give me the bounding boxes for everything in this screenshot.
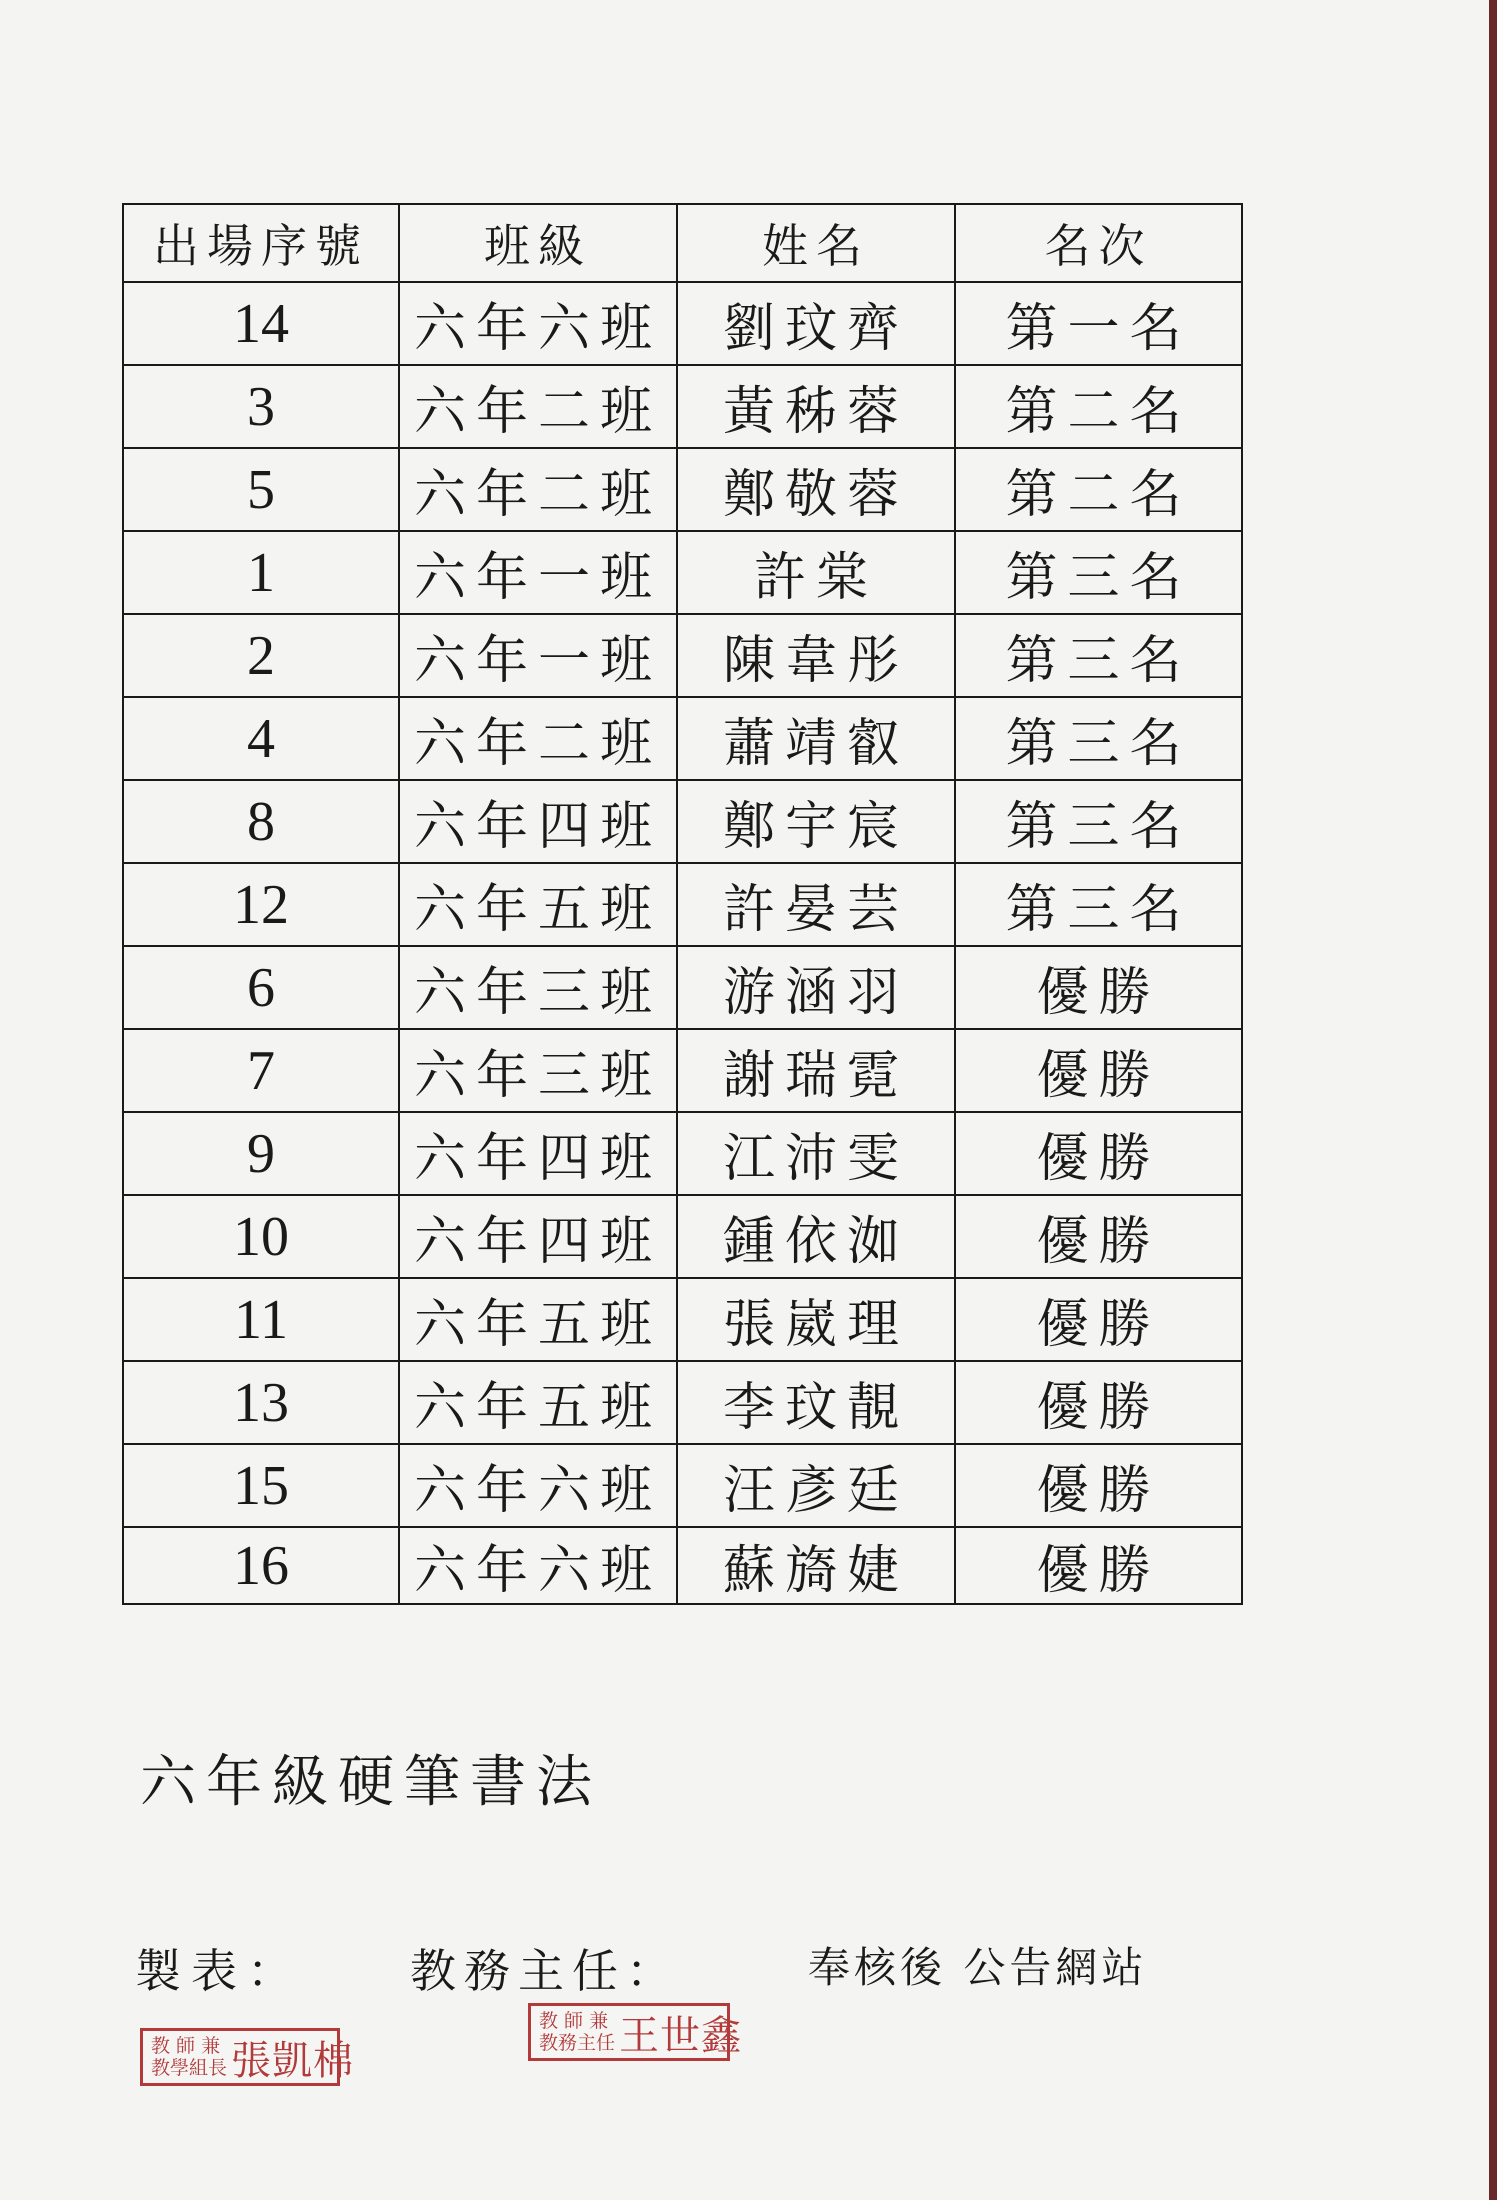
class-cell: 六年二班 [399,448,677,531]
document-title: 六年級硬筆書法 [140,1750,602,1815]
order-number-cell: 8 [123,780,399,863]
student-name-cell: 蕭靖叡 [677,697,955,780]
rank-cell: 第三名 [955,863,1242,946]
rank-cell: 優勝 [955,1278,1242,1361]
header-order-number: 出場序號 [123,204,399,282]
student-name-cell: 蘇旖婕 [677,1527,955,1604]
class-cell: 六年四班 [399,780,677,863]
order-number-cell: 16 [123,1527,399,1604]
header-rank: 名次 [955,204,1242,282]
table-row [123,365,1242,448]
student-name-cell: 鄭敬蓉 [677,448,955,531]
class-cell: 六年五班 [399,863,677,946]
rank-cell: 優勝 [955,1195,1242,1278]
rank-cell: 第三名 [955,697,1242,780]
table-row [123,614,1242,697]
order-number-cell: 13 [123,1361,399,1444]
order-number-cell: 15 [123,1444,399,1527]
order-number-cell: 14 [123,282,399,365]
seal-name: 張凱棉 [231,2037,355,2084]
table-row [123,1278,1242,1361]
class-cell: 六年六班 [399,1444,677,1527]
table-row [123,1029,1242,1112]
student-name-cell: 鍾依洳 [677,1195,955,1278]
table-row [123,1527,1242,1604]
rank-cell: 優勝 [955,1444,1242,1527]
rank-cell: 第一名 [955,282,1242,365]
class-cell: 六年四班 [399,1195,677,1278]
class-cell: 六年三班 [399,946,677,1029]
rank-cell: 第二名 [955,448,1242,531]
student-name-cell: 鄭宇宸 [677,780,955,863]
rank-cell: 第三名 [955,531,1242,614]
seal-title-line: 教務主任 [539,2032,616,2054]
page-edge [1489,0,1497,2200]
class-cell: 六年五班 [399,1278,677,1361]
order-number-cell: 11 [123,1278,399,1361]
order-number-cell: 2 [123,614,399,697]
seal-title-line: 教 師 兼 [151,2035,221,2057]
director-seal-stamp [528,2003,743,2061]
order-number-cell: 5 [123,448,399,531]
student-name-cell: 黃秭蓉 [677,365,955,448]
rank-cell: 優勝 [955,1029,1242,1112]
director-label: 教務主任： [410,1944,680,1998]
seal-name: 王世鑫 [619,2012,743,2059]
student-name-cell: 許晏芸 [677,863,955,946]
seal-title [151,2035,227,2079]
table-row [123,780,1242,863]
table-row [123,1361,1242,1444]
student-name-cell: 許棠 [677,531,955,614]
order-number-cell: 1 [123,531,399,614]
header-class: 班級 [399,204,677,282]
student-name-cell: 游涵羽 [677,946,955,1029]
table-row [123,1444,1242,1527]
student-name-cell: 李玟靚 [677,1361,955,1444]
rank-cell: 優勝 [955,1361,1242,1444]
student-name-cell: 劉玟齊 [677,282,955,365]
rank-cell: 第二名 [955,365,1242,448]
class-cell: 六年四班 [399,1112,677,1195]
class-cell: 六年二班 [399,365,677,448]
student-name-cell: 謝瑞霓 [677,1029,955,1112]
table-row [123,1112,1242,1195]
maker-label: 製表： [135,1944,303,1998]
order-number-cell: 12 [123,863,399,946]
table-row [123,448,1242,531]
order-number-cell: 7 [123,1029,399,1112]
class-cell: 六年二班 [399,697,677,780]
rank-cell: 優勝 [955,1527,1242,1604]
seal-title-line: 教 師 兼 [539,2010,609,2032]
rank-cell: 優勝 [955,1112,1242,1195]
publish-notice: 奉核後 公告網站 [808,1943,1148,1992]
class-cell: 六年三班 [399,1029,677,1112]
student-name-cell: 汪彥廷 [677,1444,955,1527]
results-table [122,203,1243,1605]
order-number-cell: 10 [123,1195,399,1278]
maker-seal-stamp [140,2028,355,2086]
table-row [123,697,1242,780]
order-number-cell: 4 [123,697,399,780]
order-number-cell: 6 [123,946,399,1029]
student-name-cell: 張崴理 [677,1278,955,1361]
rank-cell: 第三名 [955,780,1242,863]
table-header-row [123,204,1242,282]
table-row [123,946,1242,1029]
rank-cell: 優勝 [955,946,1242,1029]
seal-title [539,2010,615,2054]
table-row [123,282,1242,365]
class-cell: 六年一班 [399,531,677,614]
class-cell: 六年一班 [399,614,677,697]
student-name-cell: 江沛雯 [677,1112,955,1195]
seal-title-line: 教學組長 [151,2057,228,2079]
class-cell: 六年六班 [399,1527,677,1604]
table-row [123,863,1242,946]
rank-cell: 第三名 [955,614,1242,697]
header-name: 姓名 [677,204,955,282]
order-number-cell: 3 [123,365,399,448]
class-cell: 六年六班 [399,282,677,365]
table-row [123,531,1242,614]
class-cell: 六年五班 [399,1361,677,1444]
student-name-cell: 陳韋彤 [677,614,955,697]
table-row [123,1195,1242,1278]
order-number-cell: 9 [123,1112,399,1195]
